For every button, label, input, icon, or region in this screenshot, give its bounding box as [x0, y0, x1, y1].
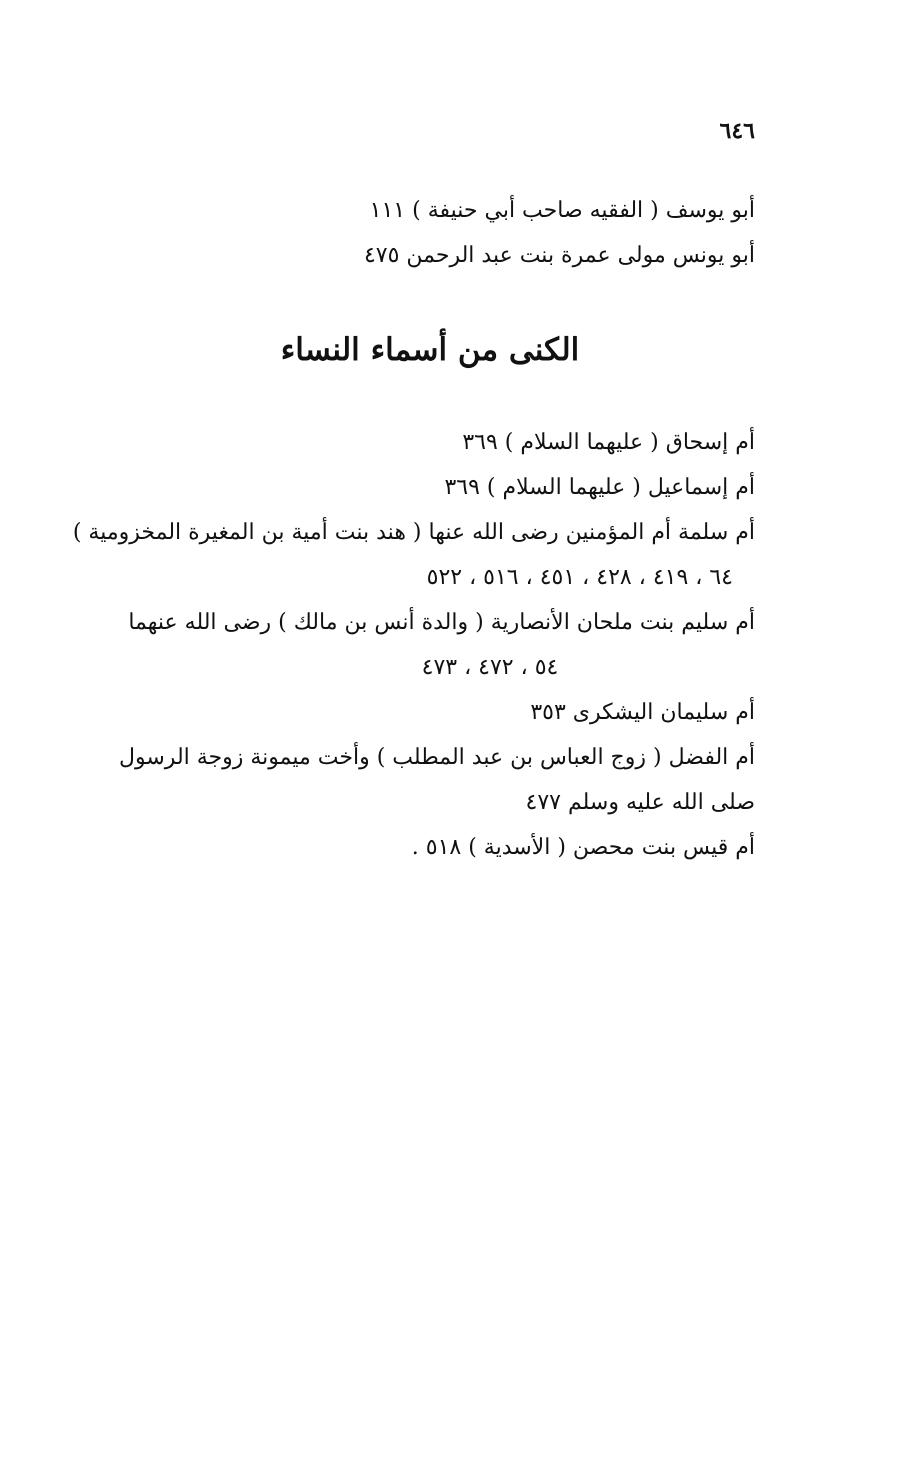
- page-number: ٦٤٦: [719, 118, 755, 144]
- index-entry: أم الفضل ( زوج العباس بن عبد المطلب ) وأخت ميمونة زوجة الرسول: [119, 745, 755, 770]
- index-entry: أم إسماعيل ( عليهما السلام ) ٣٦٩: [444, 475, 755, 500]
- index-entry: أم سليم بنت ملحان الأنصارية ( والدة أنس بن مالك ) رضى الله عنهما: [128, 610, 755, 635]
- index-entry: أبو يوسف ( الفقيه صاحب أبي حنيفة ) ١١١: [369, 198, 755, 223]
- section-heading: الكنى من أسماء النساء: [280, 332, 580, 368]
- index-entry: أبو يونس مولى عمرة بنت عبد الرحمن ٤٧٥: [363, 243, 755, 268]
- index-entry: أم قيس بنت محصن ( الأسدية ) ٥١٨ .: [411, 835, 755, 860]
- index-entry: أم سلمة أم المؤمنين رضى الله عنها ( هند بنت أمية بن المغيرة المخزومية ): [72, 520, 755, 545]
- index-entry-continuation: ٦٤ ، ٤١٩ ، ٤٢٨ ، ٤٥١ ، ٥١٦ ، ٥٢٢: [426, 565, 733, 590]
- kunya-women-list: [72, 420, 755, 870]
- index-entry: أم إسحاق ( عليهما السلام ) ٣٦٩: [462, 430, 755, 455]
- index-entry: أم سليمان اليشكرى ٣٥٣: [530, 700, 755, 725]
- index-entry-continuation: ٥٤ ، ٤٧٢ ، ٤٧٣: [421, 655, 559, 680]
- kunya-men-list: [95, 188, 755, 278]
- index-entry-continuation: صلى الله عليه وسلم ٤٧٧: [525, 790, 755, 815]
